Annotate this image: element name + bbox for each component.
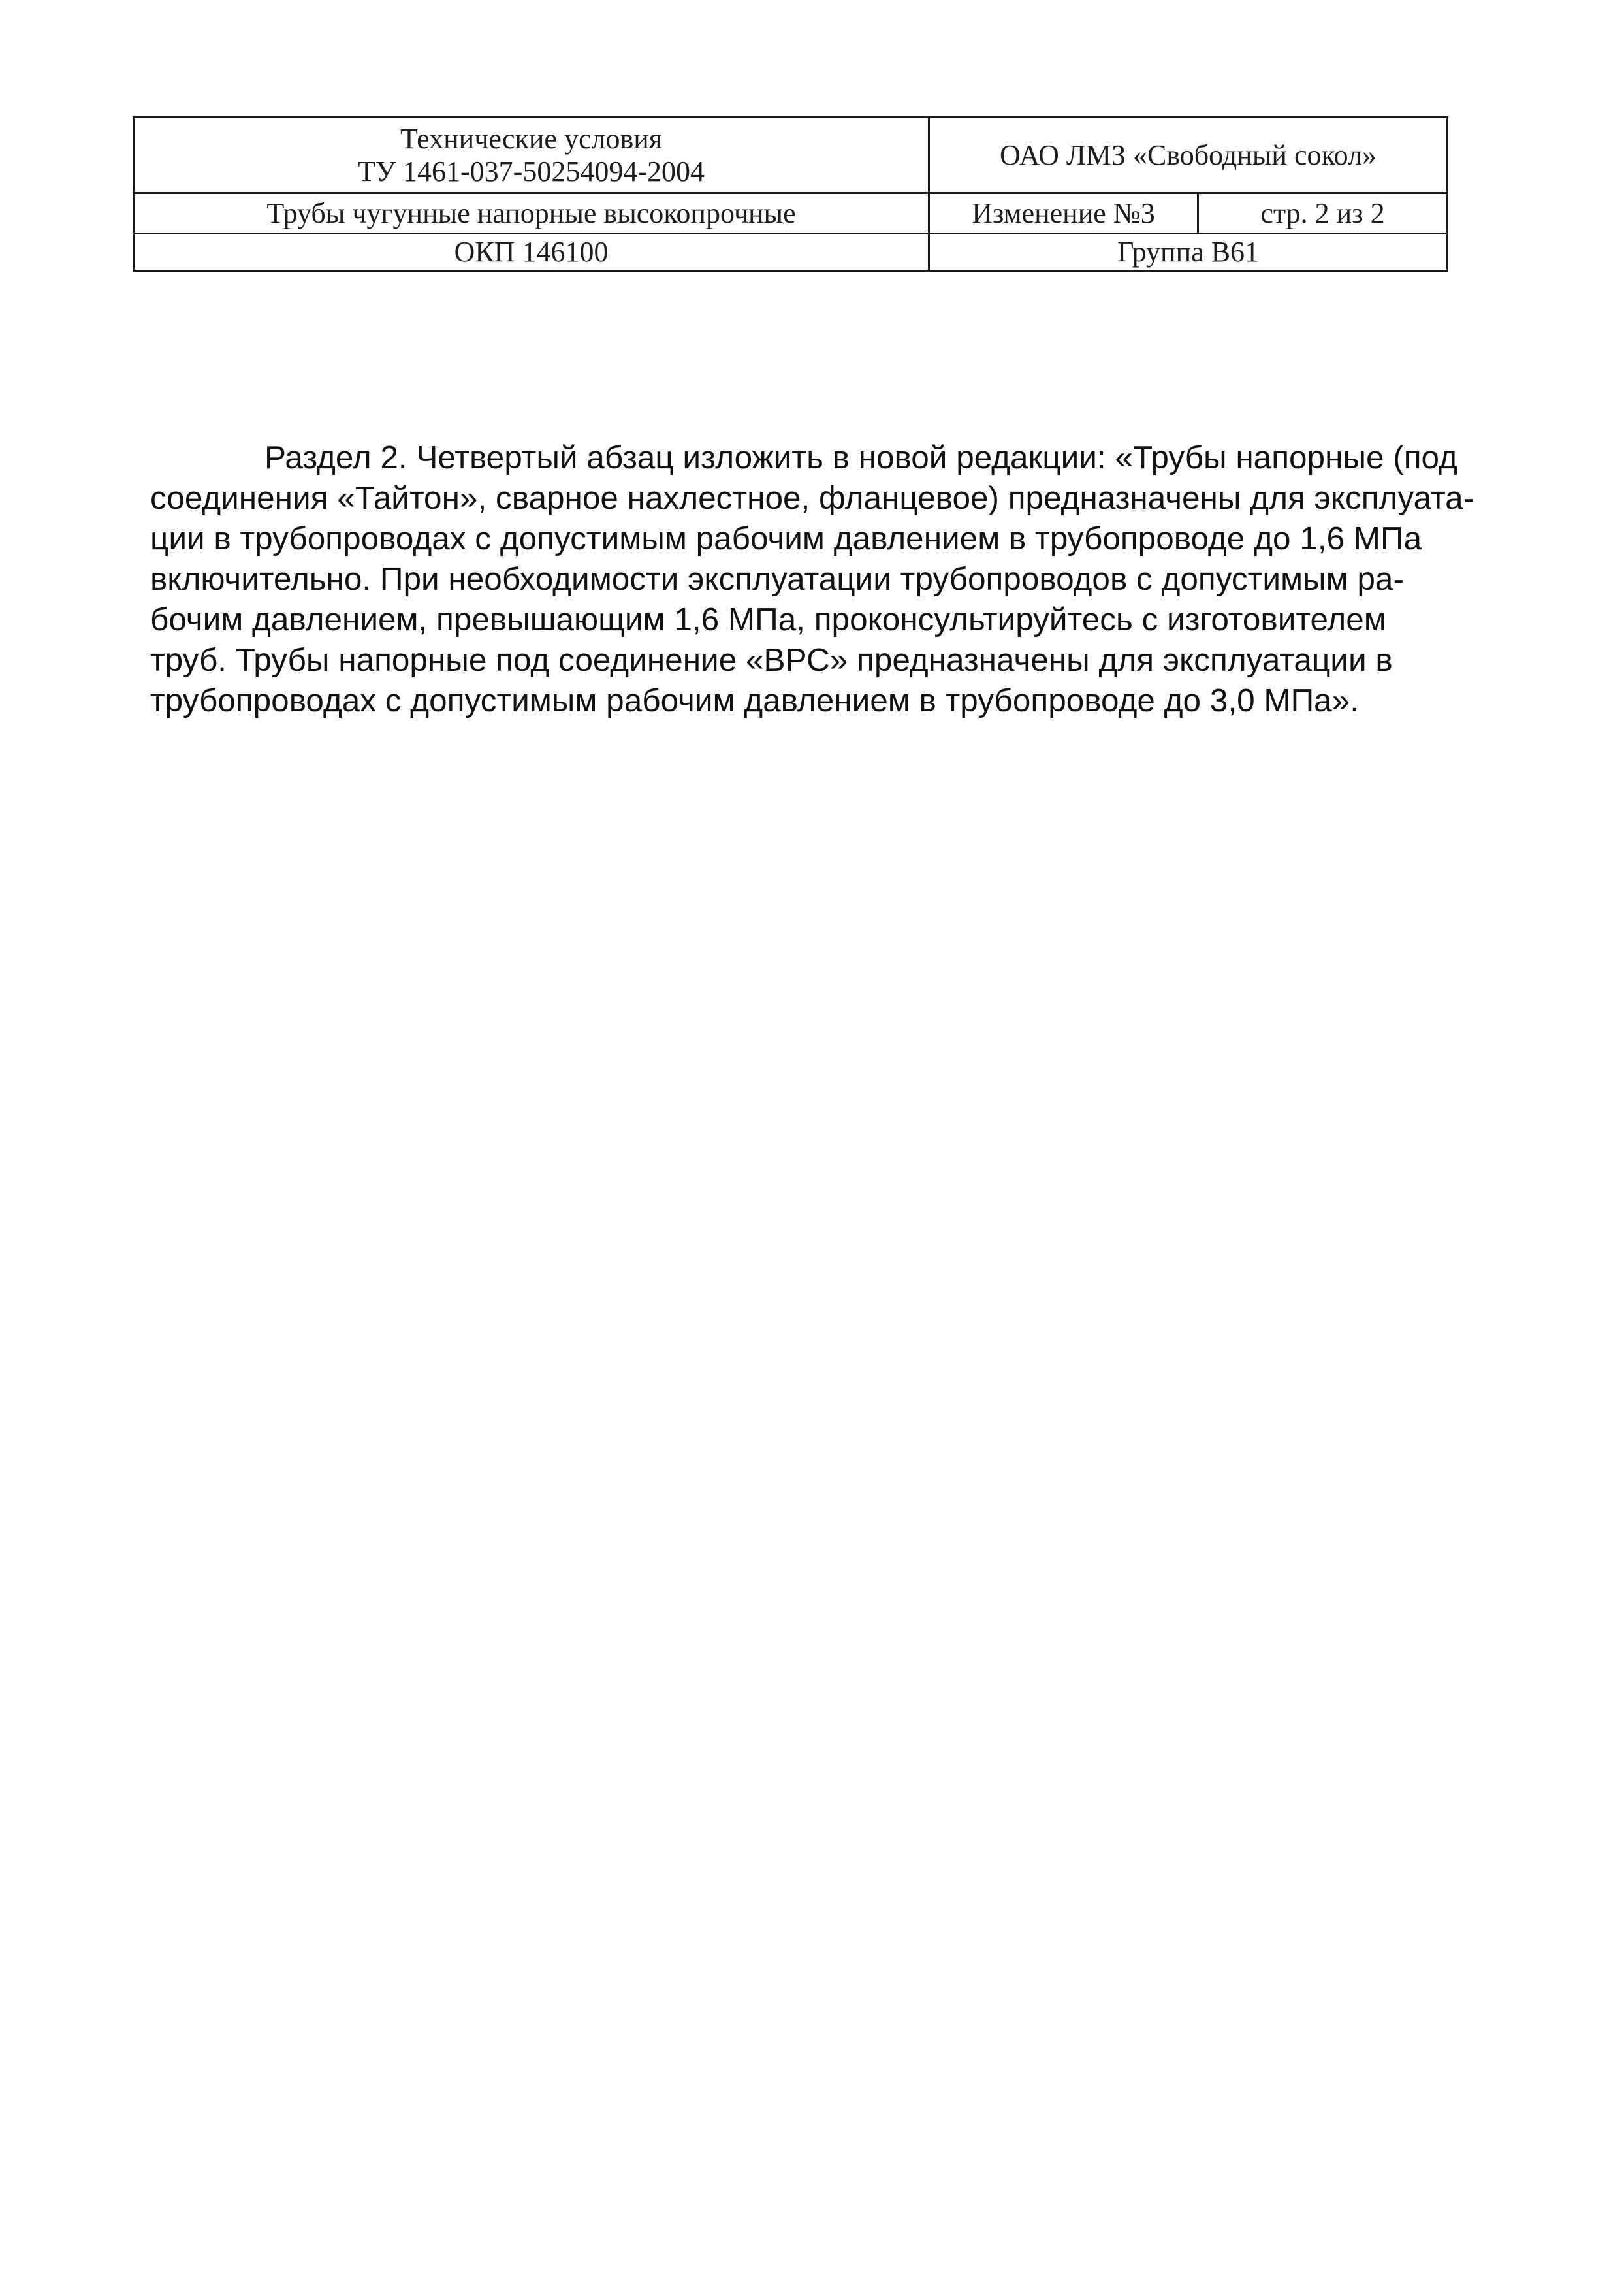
paragraph-line: ции в трубопроводах с допустимым рабочим давлением в трубопроводе до 1,6 МПа (150, 521, 1422, 557)
specification-cell (134, 118, 929, 193)
paragraph-line: включительно. При необходимости эксплуатации трубопроводов с допустимым ра- (150, 561, 1404, 597)
header-row-top (134, 118, 1448, 193)
okp-code: ОКП 146100 (134, 233, 929, 270)
product-name: Трубы чугунные напорные высокопрочные (134, 193, 929, 233)
paragraph-line: труб. Трубы напорные под соединение «ВРС» предназначены для эксплуатации в (150, 642, 1393, 678)
paragraph-line: соединения «Тайтон», сварное нахлестное, фланцевое) предназначены для эксплуата- (150, 480, 1474, 516)
paragraph-line: Раздел 2. Четвертый абзац изложить в новой редакции: «Трубы напорные (под (264, 440, 1457, 476)
paragraph-line: бочим давлением, превышающим 1,6 МПа, проконсультируйтесь с изготовителем (150, 602, 1386, 638)
header-row-middle (134, 193, 1448, 233)
document-header-table (133, 116, 1448, 272)
paragraph-line: трубопроводах с допустимым рабочим давлением в трубопроводе до 3,0 МПа». (150, 683, 1359, 718)
spec-code: ТУ 1461-037-50254094-2004 (358, 155, 705, 187)
company-name: ОАО ЛМЗ «Свободный сокол» (929, 118, 1448, 193)
header-row-bottom (134, 233, 1448, 270)
page-number: стр. 2 из 2 (1198, 193, 1448, 233)
spec-title: Технические условия (400, 122, 663, 155)
amendment-paragraph (150, 438, 1570, 721)
product-group: Группа В61 (929, 233, 1448, 270)
change-number: Изменение №3 (929, 193, 1198, 233)
